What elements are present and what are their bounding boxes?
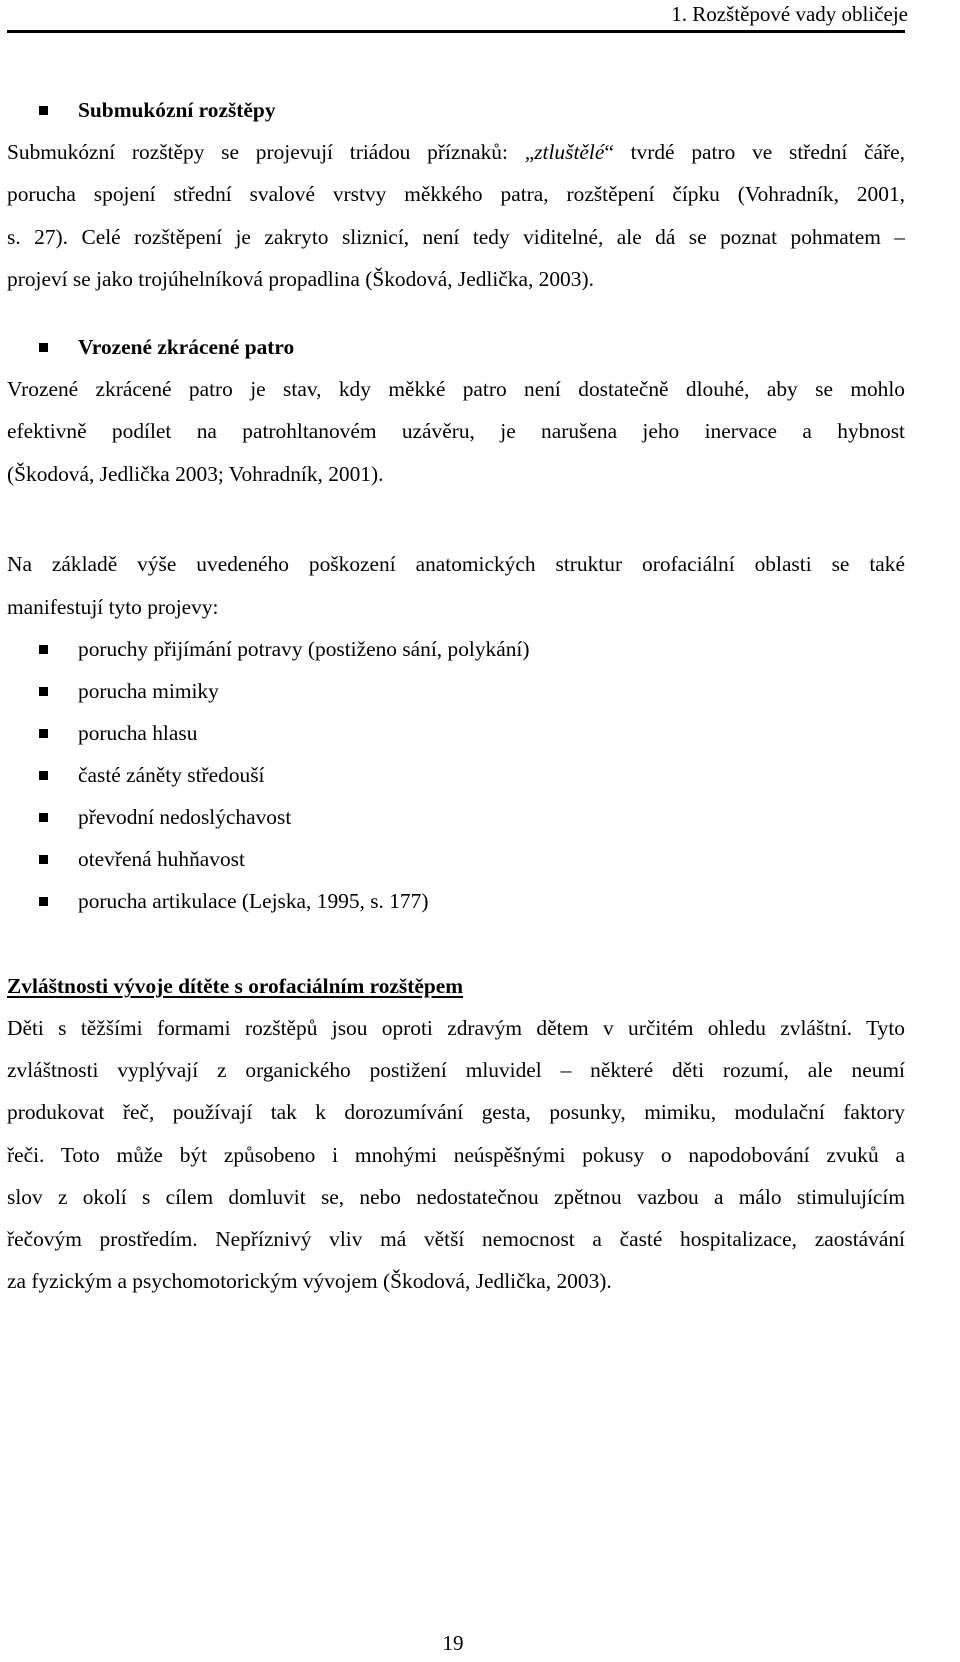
list-item-text: poruchy přijímání potravy (postiženo sání, polykání)	[78, 637, 530, 661]
square-bullet-icon	[39, 855, 48, 864]
square-bullet-icon	[39, 106, 48, 115]
running-header: 1. Rozštěpové vady obličeje	[671, 2, 908, 26]
section-title-text: Zvláštnosti vývoje dítěte s orofaciálním rozštěpem	[7, 974, 464, 998]
submucous-paragraph-line: porucha spojení střední svalové vrstvy měkkého patra, rozštěpení čípku (Vohradník, 2001,	[7, 182, 905, 206]
development-paragraph-line: slov z okolí s cílem domluvit se, nebo nedostatečnou zpětnou vazbou a málo stimulujícím	[7, 1185, 905, 1209]
development-paragraph-line: za fyzickým a psychomotorickým vývojem (Škodová, Jedlička, 2003).	[7, 1269, 612, 1293]
development-paragraph-line: produkovat řeč, používají tak k dorozumívání gesta, posunky, mimiku, modulační faktory	[7, 1100, 905, 1124]
square-bullet-icon	[39, 771, 48, 780]
short-palate-paragraph-line: Vrozené zkrácené patro je stav, kdy měkké patro není dostatečně dlouhé, aby se mohlo	[7, 377, 905, 401]
development-paragraph-line: Děti s těžšími formami rozštěpů jsou oproti zdravým dětem v určitém ohledu zvláštní. Tyto	[7, 1016, 905, 1040]
short-palate-paragraph-line: (Škodová, Jedlička 2003; Vohradník, 2001).	[7, 462, 384, 486]
submucous-text-italic: ztluštělé	[534, 140, 605, 164]
square-bullet-icon	[39, 729, 48, 738]
submucous-text-b: “ tvrdé patro ve střední čáře,	[604, 140, 905, 164]
section-title	[7, 973, 905, 999]
list-item-text: otevřená huhňavost	[78, 847, 245, 871]
submucous-paragraph-line: projeví se jako trojúhelníková propadlina (Škodová, Jedlička, 2003).	[7, 267, 594, 291]
list-item-text: časté záněty středouší	[78, 763, 265, 787]
manifestations-intro-line: Na základě výše uvedeného poškození anatomických struktur orofaciální oblasti se také	[7, 552, 905, 576]
submucous-heading-text: Submukózní rozštěpy	[78, 98, 276, 122]
list-item-text: porucha hlasu	[78, 721, 198, 745]
submucous-text-a: Submukózní rozštěpy se projevují triádou příznaků: „	[7, 140, 535, 164]
list-item-text: převodní nedoslýchavost	[78, 805, 292, 829]
square-bullet-icon	[39, 343, 48, 352]
manifestations-intro-line: manifestují tyto projevy:	[7, 595, 219, 619]
list-item-text: porucha artikulace (Lejska, 1995, s. 177)	[78, 889, 429, 913]
header-rule	[7, 30, 905, 33]
short-palate-heading-text: Vrozené zkrácené patro	[78, 335, 295, 359]
square-bullet-icon	[39, 687, 48, 696]
development-paragraph-line: řečovým prostředím. Nepříznivý vliv má větší nemocnost a časté hospitalizace, zaostávání	[7, 1227, 905, 1251]
page-number: 19	[442, 1631, 464, 1655]
square-bullet-icon	[39, 645, 48, 654]
development-paragraph-line: zvláštnosti vyplývají z organického postižení mluvidel – některé děti rozumí, ale neumí	[7, 1058, 905, 1082]
submucous-paragraph-line	[7, 139, 905, 165]
square-bullet-icon	[39, 813, 48, 822]
square-bullet-icon	[39, 897, 48, 906]
submucous-paragraph-line: s. 27). Celé rozštěpení je zakryto sliznicí, není tedy viditelné, ale dá se poznat pohmatem –	[7, 225, 905, 249]
development-paragraph-line: řeči. Toto může být způsobeno i mnohými neúspěšnými pokusy o napodobování zvuků a	[7, 1143, 905, 1167]
short-palate-paragraph-line: efektivně podílet na patrohltanovém uzávěru, je narušena jeho inervace a hybnost	[7, 419, 905, 443]
list-item-text: porucha mimiky	[78, 679, 219, 703]
